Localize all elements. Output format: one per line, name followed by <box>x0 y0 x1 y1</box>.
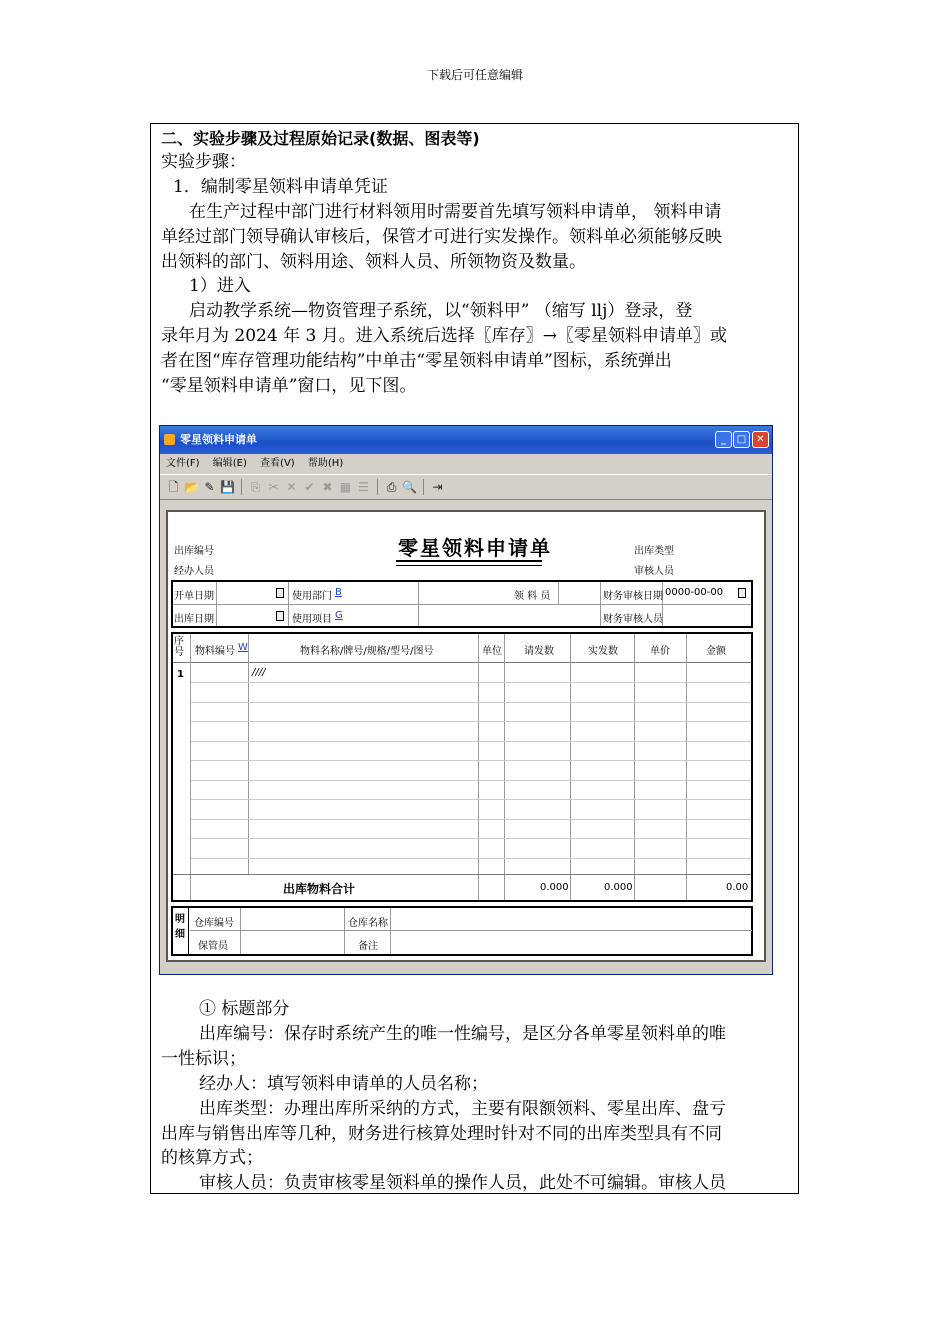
step-1-heading: 1．编制零星领料申请单凭证 <box>173 177 388 197</box>
toolbar-separator <box>377 479 378 495</box>
finance-review-date-value[interactable]: 0000-00-00 <box>665 587 724 598</box>
page-header: 下载后可任意编辑 <box>426 68 523 82</box>
sub-step-heading: 1）进入 <box>189 276 251 296</box>
total-row-divider <box>173 874 751 875</box>
save-icon[interactable]: 💾 <box>220 479 235 494</box>
para-2-line-2: 录年月为 2024 年 3 月。进入系统后选择〖库存〗→〖零星领料申请单〗或 <box>161 326 727 346</box>
divider <box>558 582 559 604</box>
grid-row-line <box>191 721 751 722</box>
total-amount: 0.00 <box>726 882 749 893</box>
divider <box>390 908 391 954</box>
col-unit-price: 单价 <box>650 646 670 657</box>
def-2: 经办人：填写领料申请单的人员名称； <box>199 1074 488 1094</box>
para-2-line-4: “零星领料申请单”窗口，见下图。 <box>161 376 417 396</box>
warehouse-code-label: 仓库编号 <box>194 918 234 929</box>
def-3-line-3: 的核算方式； <box>161 1148 263 1168</box>
project-lookup-key[interactable]: G <box>335 610 343 621</box>
keeper-label: 保管员 <box>198 941 228 952</box>
def-4: 审核人员：负责审核零星领料单的操作人员，此处不可编辑。审核人员 <box>199 1173 726 1193</box>
col-unit: 单位 <box>482 646 502 657</box>
col-amount: 金额 <box>706 646 726 657</box>
app-window-screenshot <box>159 425 773 975</box>
divider <box>173 604 751 605</box>
toolbar-separator <box>241 479 242 495</box>
para-1-line-3: 出领料的部门、领料用途、领料人员、所领物资及数量。 <box>161 252 586 272</box>
calendar-icon[interactable] <box>738 588 746 598</box>
cut-icon[interactable]: ✂ <box>268 479 279 494</box>
divider <box>190 930 752 931</box>
reviewer-label: 审核人员 <box>634 566 674 577</box>
remark-label: 备注 <box>358 941 378 952</box>
grid-row-line <box>191 838 751 839</box>
def-3-line-1: 出库类型：办理出库所采纳的方式，主要有限额领料、零星出库、盘亏 <box>199 1099 726 1119</box>
toolbar-separator <box>423 479 424 495</box>
grid-header-divider <box>173 662 751 663</box>
detail-box <box>171 906 753 956</box>
print-icon[interactable]: ⎙ <box>386 479 397 494</box>
def-1-line-2: 一性标识； <box>161 1049 246 1069</box>
def-1-line-1: 出库编号：保存时系统产生的唯一性编号，是区分各单零星领料单的唯 <box>199 1024 726 1044</box>
divider <box>188 908 189 954</box>
open-icon[interactable]: 📂 <box>184 479 199 494</box>
dept-lookup-key[interactable]: B <box>335 587 342 598</box>
divider <box>240 908 241 954</box>
delete-icon[interactable]: ✕ <box>286 479 297 494</box>
new-icon[interactable]: 🗋 <box>168 479 179 494</box>
exit-icon[interactable]: ⇥ <box>432 479 443 494</box>
list-icon[interactable]: ☰ <box>358 479 369 494</box>
maximize-button[interactable]: □ <box>733 431 750 448</box>
check-icon[interactable]: ✔ <box>304 479 315 494</box>
grid-column-divider <box>478 634 479 900</box>
form-title-underline <box>396 560 542 566</box>
steps-label: 实验步骤： <box>161 152 246 172</box>
col-actual-qty: 实发数 <box>588 646 618 657</box>
close-button[interactable]: ✕ <box>752 431 769 448</box>
col-material-name: 物料名称/牌号/规格/型号/图号 <box>300 646 434 657</box>
total-requested: 0.000 <box>540 882 569 893</box>
grid-column-divider <box>686 634 687 900</box>
grid-row-line <box>191 858 751 859</box>
menu-bar <box>160 454 772 474</box>
col-requested-qty: 请发数 <box>524 646 554 657</box>
finance-review-date-label: 财务审核日期 <box>603 591 663 602</box>
divider <box>600 582 601 626</box>
window-title: 零星领料申请单 <box>180 433 257 446</box>
section-title: 二、实验步骤及过程原始记录(数据、图表等) <box>161 129 480 148</box>
edit-icon[interactable]: ✎ <box>204 479 215 494</box>
uncheck-icon[interactable]: ✖ <box>322 479 333 494</box>
out-type-label: 出库类型 <box>634 546 674 557</box>
row-1-seq: 1 <box>177 669 184 680</box>
toolbar <box>160 474 772 500</box>
grid-row-line <box>191 819 751 820</box>
para-2-line-3: 者在图“库存管理功能结构”中单击“零星领料申请单”图标，系统弹出 <box>161 351 672 371</box>
total-actual: 0.000 <box>604 882 633 893</box>
grid-row-line <box>191 741 751 742</box>
grid-row-line <box>191 760 751 761</box>
divider <box>216 582 217 626</box>
material-lookup-key[interactable]: W <box>238 642 248 653</box>
total-label: 出库物料合计 <box>283 882 356 896</box>
menu-edit[interactable]: 编辑(E) <box>212 458 247 469</box>
open-date-label: 开单日期 <box>174 591 214 602</box>
menu-help[interactable]: 帮助(H) <box>307 458 344 469</box>
grid-row-line <box>191 799 751 800</box>
para-1-line-2: 单经过部门领导确认审核后，保管才可进行实发操作。领料单必须能够反映 <box>161 227 722 247</box>
grid-row-line <box>191 682 751 683</box>
detail-label: 明细 <box>175 914 185 940</box>
circ-1-heading: ① 标题部分 <box>199 999 290 1019</box>
out-no-label: 出库编号 <box>174 546 214 557</box>
para-2-line-1: 启动教学系统—物资管理子系统，以“领料甲” （缩写 llj）登录，登 <box>189 301 693 321</box>
grid-column-divider <box>190 634 191 900</box>
divider <box>344 908 345 954</box>
dept-label: 使用部门 <box>292 591 332 602</box>
def-3-line-2: 出库与销售出库等几种，财务进行核算处理时针对不同的出库类型具有不同 <box>161 1124 722 1144</box>
minimize-button[interactable]: _ <box>715 431 732 448</box>
finance-reviewer-label: 财务审核人员 <box>603 614 663 625</box>
picker-label: 领 料 员 <box>514 591 551 602</box>
grid-icon[interactable]: ▦ <box>339 479 352 494</box>
document-frame <box>150 123 799 1194</box>
col-material-code: 物料编号 <box>195 646 235 657</box>
grid-column-divider <box>570 634 571 900</box>
form-title: 零星领料申请单 <box>398 536 552 560</box>
project-label: 使用项目 <box>292 614 332 625</box>
window-titlebar <box>160 426 772 454</box>
form-canvas <box>166 510 766 962</box>
out-date-label: 出库日期 <box>174 614 214 625</box>
row-1-material-name[interactable]: //// <box>252 667 266 678</box>
grid-row-line <box>191 780 751 781</box>
handler-label: 经办人员 <box>174 566 214 577</box>
grid-column-divider <box>634 634 635 900</box>
menu-view[interactable]: 查看(V) <box>260 458 295 469</box>
divider <box>288 582 289 626</box>
warehouse-name-label: 仓库名称 <box>348 918 388 929</box>
divider <box>418 582 419 626</box>
preview-icon[interactable]: 🔍 <box>402 479 417 494</box>
copy-icon[interactable]: ⎘ <box>250 479 261 494</box>
menu-file[interactable]: 文件(F) <box>166 458 200 469</box>
app-icon <box>164 434 175 445</box>
grid-row-line <box>191 702 751 703</box>
para-1-line-1: 在生产过程中部门进行材料领用时需要首先填写领料申请单， 领料申请 <box>189 202 722 222</box>
calendar-icon[interactable] <box>276 611 284 621</box>
grid-column-divider <box>504 634 505 900</box>
calendar-icon[interactable] <box>276 588 284 598</box>
col-seq: 序号 <box>174 636 184 658</box>
